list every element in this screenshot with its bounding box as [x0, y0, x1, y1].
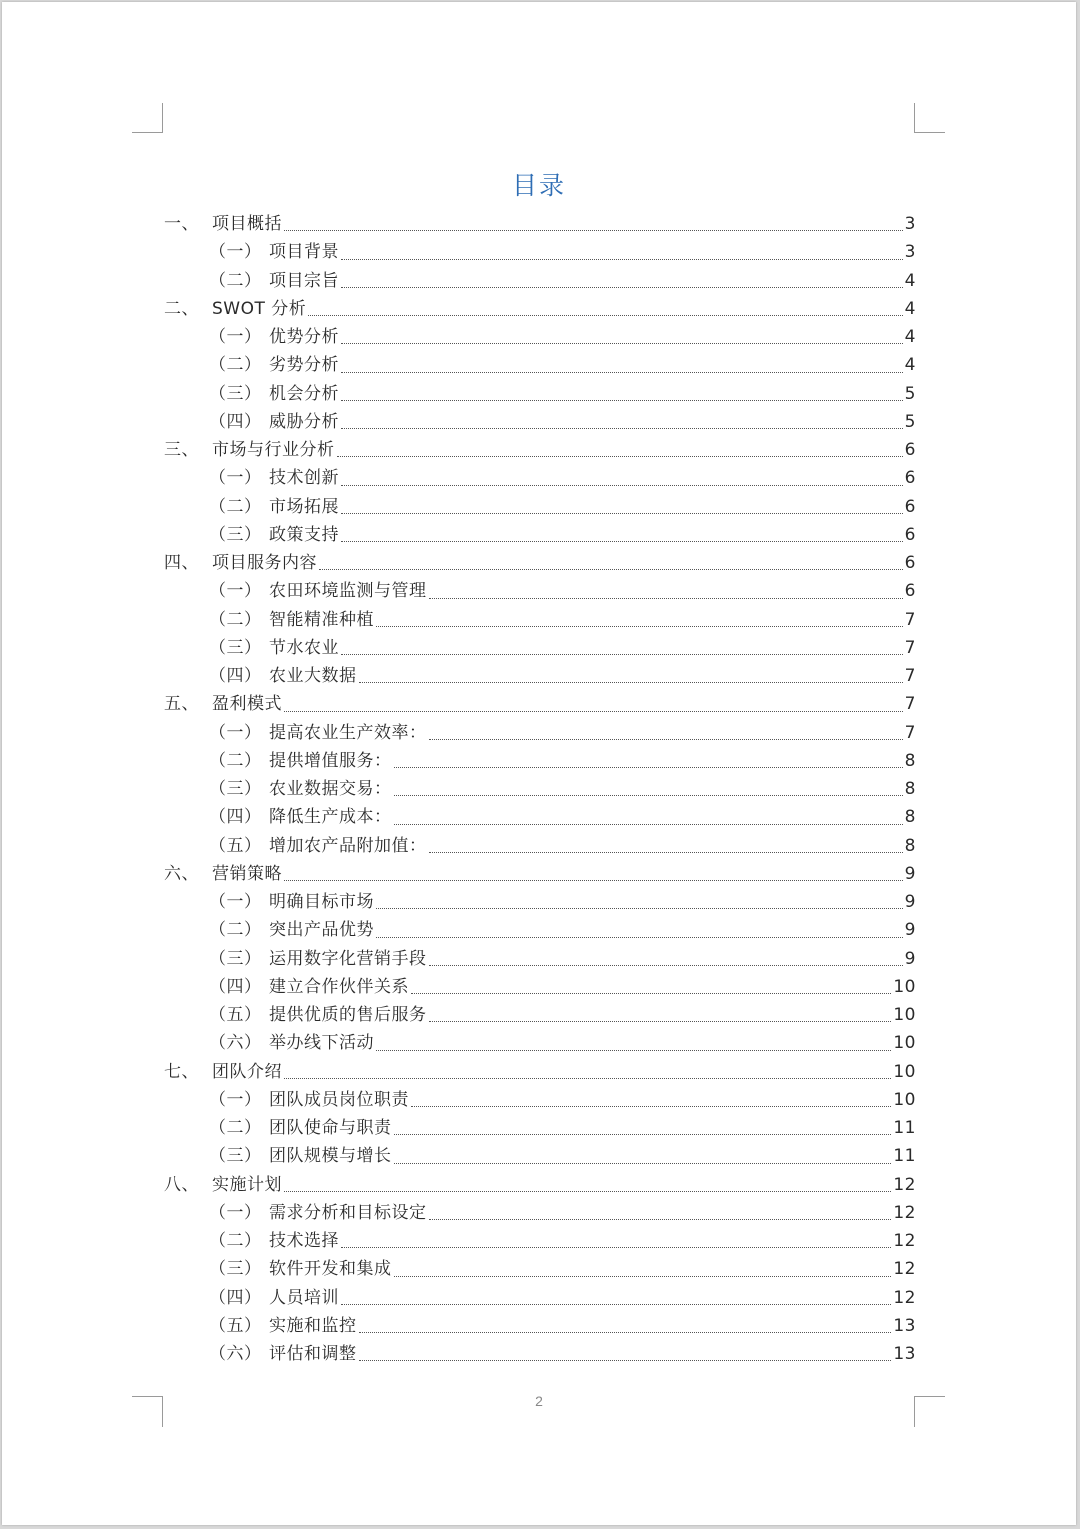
toc-entry-page: 8 — [904, 835, 916, 856]
dot-leader — [394, 1162, 892, 1164]
toc-entry-number: （四） — [209, 976, 262, 997]
dot-leader — [341, 258, 903, 260]
toc-entry-number: （二） — [209, 609, 262, 630]
toc-entry-page: 9 — [904, 920, 916, 941]
toc-entry-page: 5 — [904, 383, 916, 404]
toc-entry-subsection[interactable] — [164, 408, 916, 436]
dot-leader — [376, 936, 903, 938]
dot-leader — [341, 1303, 891, 1305]
dot-leader — [429, 1020, 892, 1022]
toc-entry-label: 项目服务内容 — [212, 553, 317, 573]
toc-entry-label: 劣势分析 — [269, 355, 339, 376]
toc-entry-number: 二、 — [164, 298, 199, 319]
toc-entry-page: 4 — [904, 298, 916, 319]
toc-entry-page: 10 — [893, 1061, 916, 1082]
dot-leader — [359, 1331, 892, 1333]
toc-entry-number: （二） — [209, 355, 262, 376]
toc-entry-number: （五） — [209, 1315, 262, 1336]
toc-entry-page: 10 — [893, 1005, 916, 1025]
toc-entry-number: （一） — [209, 892, 262, 912]
toc-entry-number: （一） — [209, 327, 262, 347]
toc-entry-section[interactable] — [164, 436, 916, 464]
toc-entry-number: 四、 — [164, 553, 199, 573]
toc-entry-section[interactable] — [164, 549, 916, 577]
toc-entry-page: 12 — [893, 1287, 916, 1308]
toc-entry-section[interactable] — [164, 690, 916, 718]
dot-leader — [337, 455, 903, 457]
toc-entry-section[interactable] — [164, 1058, 916, 1086]
toc-entry-label: 项目宗旨 — [269, 270, 339, 291]
dot-leader — [394, 1133, 892, 1135]
toc-entry-label: 农业大数据 — [269, 666, 357, 686]
toc-entry-page: 10 — [893, 1033, 916, 1054]
toc-entry-subsection[interactable] — [164, 1142, 916, 1170]
toc-entry-label: 营销策略 — [212, 863, 282, 884]
toc-entry-subsection[interactable] — [164, 747, 916, 775]
dot-leader — [341, 371, 903, 373]
toc-entry-label: 技术选择 — [269, 1231, 339, 1251]
toc-entry-label: 机会分析 — [269, 383, 339, 404]
toc-entry-number: （三） — [209, 779, 262, 799]
toc-entry-number: 三、 — [164, 440, 199, 460]
toc-entry-subsection[interactable] — [164, 973, 916, 1001]
toc-entry-subsection[interactable] — [164, 634, 916, 662]
dot-leader — [376, 907, 903, 909]
page-number: 2 — [535, 1393, 543, 1409]
toc-entry-section[interactable] — [164, 295, 916, 323]
toc-entry-subsection[interactable] — [164, 1340, 916, 1368]
toc-entry-label: 需求分析和目标设定 — [269, 1202, 427, 1223]
toc-entry-number: （二） — [209, 270, 262, 291]
toc-entry-subsection[interactable] — [164, 719, 916, 747]
toc-entry-number: （三） — [209, 948, 262, 969]
dot-leader — [284, 229, 903, 231]
toc-entry-subsection[interactable] — [164, 1086, 916, 1114]
toc-entry-label: 明确目标市场 — [269, 892, 374, 912]
toc-entry-number: （三） — [209, 1146, 262, 1167]
toc-entry-subsection[interactable] — [164, 916, 916, 944]
dot-leader — [341, 512, 903, 514]
toc-entry-label: 实施和监控 — [269, 1315, 357, 1336]
toc-entry-page: 6 — [904, 553, 916, 573]
toc-entry-page: 13 — [893, 1315, 916, 1336]
dot-leader — [341, 399, 903, 401]
dot-leader — [429, 597, 903, 599]
toc-entry-label: 运用数字化营销手段 — [269, 948, 427, 969]
toc-entry-label: 提供增值服务： — [269, 750, 392, 771]
toc-entry-label: 项目概括 — [212, 214, 282, 234]
toc-entry-page: 6 — [904, 468, 916, 489]
toc-entry-subsection[interactable] — [164, 606, 916, 634]
dot-leader — [341, 286, 903, 288]
dot-leader — [341, 427, 903, 429]
toc-entry-label: 政策支持 — [269, 524, 339, 545]
crop-mark-top-left — [132, 103, 163, 133]
toc-entry-number: （五） — [209, 1005, 262, 1025]
toc-entry-page: 7 — [904, 666, 916, 686]
toc-entry-page: 6 — [904, 524, 916, 545]
toc-entry-label: 举办线下活动 — [269, 1033, 374, 1054]
toc-entry-subsection[interactable] — [164, 1029, 916, 1057]
toc-entry-subsection[interactable] — [164, 662, 916, 690]
toc-entry-label: 农田环境监测与管理 — [269, 581, 427, 602]
toc-entry-label: 农业数据交易： — [269, 779, 392, 799]
toc-entry-page: 12 — [893, 1259, 916, 1280]
toc-entry-label: 增加农产品附加值： — [269, 835, 427, 856]
toc-entry-label: 提供优质的售后服务 — [269, 1005, 427, 1025]
toc-entry-page: 4 — [904, 270, 916, 291]
toc-entry-label: 软件开发和集成 — [269, 1259, 392, 1280]
toc-entry-section[interactable] — [164, 860, 916, 888]
toc-entry-page: 4 — [904, 327, 916, 347]
toc-entry-number: （二） — [209, 1118, 262, 1138]
dot-leader — [284, 1190, 891, 1192]
toc-entry-number: （四） — [209, 666, 262, 686]
toc-entry-page: 8 — [904, 779, 916, 799]
toc-entry-number: （四） — [209, 411, 262, 432]
toc-entry-label: 降低生产成本： — [269, 807, 392, 828]
toc-entry-page: 12 — [893, 1231, 916, 1251]
dot-leader — [319, 568, 903, 570]
toc-entry-label: 突出产品优势 — [269, 920, 374, 941]
toc-entry-label: 项目背景 — [269, 242, 339, 263]
toc-entry-subsection[interactable] — [164, 1199, 916, 1227]
toc-entry-page: 8 — [904, 750, 916, 771]
toc-entry-page: 13 — [893, 1344, 916, 1364]
dot-leader — [429, 964, 903, 966]
dot-leader — [376, 1049, 891, 1051]
toc-entry-subsection[interactable] — [164, 267, 916, 295]
dot-leader — [429, 851, 903, 853]
toc-entry-page: 10 — [893, 1089, 916, 1110]
toc-entry-label: 团队成员岗位职责 — [269, 1089, 409, 1110]
toc-entry-label: 盈利模式 — [212, 694, 282, 715]
toc-entry-number: （三） — [209, 637, 262, 658]
toc-entry-number: 一、 — [164, 214, 199, 234]
dot-leader — [411, 992, 891, 994]
toc-entry-page: 10 — [893, 976, 916, 997]
toc-entry-label: 团队介绍 — [212, 1061, 282, 1082]
dot-leader — [341, 484, 903, 486]
toc-entry-subsection[interactable] — [164, 238, 916, 266]
toc-entry-subsection[interactable] — [164, 380, 916, 408]
dot-leader — [394, 823, 903, 825]
toc-entry-number: （三） — [209, 1259, 262, 1280]
toc-entry-subsection[interactable] — [164, 1284, 916, 1312]
toc-entry-page: 12 — [893, 1174, 916, 1195]
dot-leader — [394, 794, 903, 796]
toc-entry-number: （一） — [209, 581, 262, 602]
toc-entry-page: 5 — [904, 411, 916, 432]
toc-entry-subsection[interactable] — [164, 577, 916, 605]
toc-entry-subsection[interactable] — [164, 888, 916, 916]
dot-leader — [341, 1246, 891, 1248]
dot-leader — [341, 653, 903, 655]
toc-entry-number: （二） — [209, 750, 262, 771]
toc-entry-label: 智能精准种植 — [269, 609, 374, 630]
dot-leader — [341, 540, 903, 542]
toc-entry-number: （六） — [209, 1344, 262, 1364]
toc-entry-subsection[interactable] — [164, 803, 916, 831]
toc-entry-number: 六、 — [164, 863, 199, 884]
toc-entry-label: 提高农业生产效率： — [269, 722, 427, 743]
toc-entry-page: 9 — [904, 863, 916, 884]
toc-entry-page: 11 — [893, 1118, 916, 1138]
toc-entry-section[interactable] — [164, 1171, 916, 1199]
toc-entry-page: 7 — [904, 609, 916, 630]
toc-entry-number: 八、 — [164, 1174, 199, 1195]
toc-entry-page: 6 — [904, 581, 916, 602]
dot-leader — [284, 1077, 891, 1079]
toc-entry-label: 技术创新 — [269, 468, 339, 489]
dot-leader — [376, 625, 903, 627]
toc-entry-number: 五、 — [164, 694, 199, 715]
dot-leader — [341, 342, 903, 344]
toc-entry-page: 7 — [904, 722, 916, 743]
toc-entry-label: 实施计划 — [212, 1174, 282, 1195]
toc-entry-label: 人员培训 — [269, 1287, 339, 1308]
dot-leader — [429, 738, 903, 740]
toc-entry-subsection[interactable] — [164, 1227, 916, 1255]
dot-leader — [284, 879, 903, 881]
toc-entry-subsection[interactable] — [164, 945, 916, 973]
toc-entry-number: （一） — [209, 1089, 262, 1110]
dot-leader — [429, 1218, 892, 1220]
dot-leader — [359, 1359, 892, 1361]
toc-entry-label: 团队使命与职责 — [269, 1118, 392, 1138]
toc-entry-number: （二） — [209, 496, 262, 517]
toc-entry-label: 市场与行业分析 — [212, 440, 335, 460]
table-of-contents — [164, 210, 916, 1368]
toc-entry-subsection[interactable] — [164, 351, 916, 379]
dot-leader — [394, 766, 903, 768]
crop-mark-top-right — [914, 103, 945, 133]
toc-entry-label: 威胁分析 — [269, 411, 339, 432]
toc-entry-section[interactable] — [164, 210, 916, 238]
dot-leader — [308, 314, 902, 316]
toc-entry-label: 建立合作伙伴关系 — [269, 976, 409, 997]
toc-entry-number: （四） — [209, 1287, 262, 1308]
toc-entry-subsection[interactable] — [164, 464, 916, 492]
toc-entry-subsection[interactable] — [164, 1312, 916, 1340]
dot-leader — [394, 1275, 892, 1277]
toc-entry-subsection[interactable] — [164, 832, 916, 860]
toc-entry-page: 6 — [904, 496, 916, 517]
toc-entry-number: （一） — [209, 1202, 262, 1223]
toc-entry-subsection[interactable] — [164, 1114, 916, 1142]
toc-entry-page: 9 — [904, 948, 916, 969]
dot-leader — [284, 710, 903, 712]
toc-entry-page: 4 — [904, 355, 916, 376]
toc-entry-subsection[interactable] — [164, 1255, 916, 1283]
toc-title: 目录 — [511, 171, 566, 200]
toc-entry-page: 6 — [904, 440, 916, 460]
toc-entry-page: 3 — [904, 242, 916, 263]
toc-entry-subsection[interactable] — [164, 1001, 916, 1029]
toc-entry-number: （二） — [209, 1231, 262, 1251]
toc-entry-label: SWOT 分析 — [212, 298, 307, 319]
toc-entry-subsection[interactable] — [164, 493, 916, 521]
toc-entry-page: 8 — [904, 807, 916, 828]
toc-entry-label: 节水农业 — [269, 637, 339, 658]
toc-entry-page: 9 — [904, 892, 916, 912]
toc-entry-subsection[interactable] — [164, 521, 916, 549]
toc-entry-page: 7 — [904, 637, 916, 658]
toc-entry-number: （一） — [209, 242, 262, 263]
toc-entry-label: 评估和调整 — [269, 1344, 357, 1364]
toc-entry-number: （四） — [209, 807, 262, 828]
toc-entry-page: 11 — [893, 1146, 916, 1167]
toc-entry-label: 市场拓展 — [269, 496, 339, 517]
toc-entry-number: （一） — [209, 722, 262, 743]
toc-entry-page: 12 — [893, 1202, 916, 1223]
toc-entry-subsection[interactable] — [164, 323, 916, 351]
toc-entry-page: 3 — [904, 214, 916, 234]
toc-entry-label: 团队规模与增长 — [269, 1146, 392, 1167]
toc-entry-number: （三） — [209, 524, 262, 545]
toc-entry-number: 七、 — [164, 1061, 199, 1082]
toc-entry-page: 7 — [904, 694, 916, 715]
toc-entry-subsection[interactable] — [164, 775, 916, 803]
toc-entry-number: （三） — [209, 383, 262, 404]
document-page — [2, 2, 1076, 1525]
dot-leader — [411, 1105, 891, 1107]
toc-entry-label: 优势分析 — [269, 327, 339, 347]
toc-entry-number: （五） — [209, 835, 262, 856]
toc-entry-number: （一） — [209, 468, 262, 489]
toc-entry-number: （二） — [209, 920, 262, 941]
toc-entry-number: （六） — [209, 1033, 262, 1054]
dot-leader — [359, 681, 903, 683]
